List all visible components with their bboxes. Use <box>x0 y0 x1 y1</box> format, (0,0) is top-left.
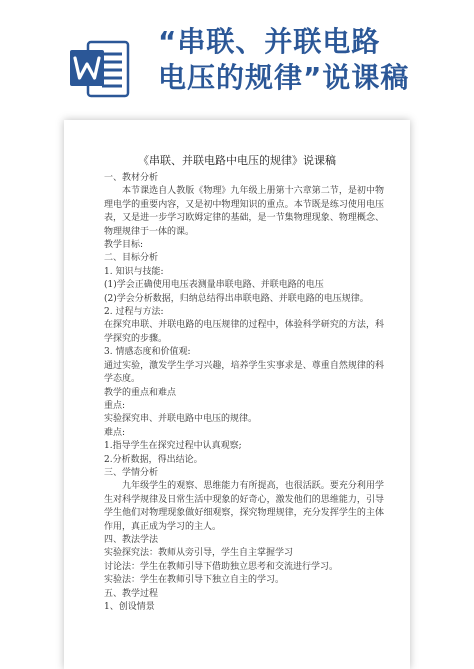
text-line: 难点: <box>104 427 126 438</box>
section-heading: 四、教法学法 <box>104 534 159 545</box>
paragraph: 通过实验，激发学生学习兴趣，培养学生实事求是、尊重自然规律的科学态度。 <box>104 360 384 385</box>
text-line: 实验探究法：教师从旁引导，学生自主掌握学习 <box>104 548 294 559</box>
text-line: 讨论法：学生在教师引导下借助独立思考和交流进行学习。 <box>104 561 339 572</box>
text-line: 实验探究串、并联电路中电压的规律。 <box>104 414 258 425</box>
text-line: 3. 情感态度和价值观: <box>104 347 191 358</box>
header-title-line-1: “串联、并联电路 <box>158 25 381 58</box>
text-line: 实验法：学生在教师引导下独立自主的学习。 <box>104 575 285 586</box>
section-heading: 二、目标分析 <box>104 253 159 264</box>
header-banner <box>0 0 474 118</box>
text-line: 1.指导学生在探究过程中认真观察; <box>104 441 242 452</box>
section-heading: 一、教材分析 <box>104 173 159 183</box>
document-title: 《串联、并联电路中电压的规律》说课稿 <box>138 154 336 167</box>
word-document-icon <box>70 38 130 100</box>
text-line: 重点: <box>104 400 126 411</box>
header-title-line-2: 电压的规律”说课稿 <box>158 61 410 94</box>
text-line: (1)学会正确使用电压表测量串联电路、并联电路的电压 <box>104 280 324 291</box>
text-line: 1、创设情景 <box>104 602 155 612</box>
section-heading: 五、教学过程 <box>104 588 159 599</box>
section-heading: 三、学情分析 <box>104 467 159 478</box>
document-body <box>104 172 384 614</box>
text-line: 2. 过程与方法: <box>104 307 164 318</box>
header-title <box>158 24 458 96</box>
text-line: (2)学会分析数据，归纳总结得出串联电路、并联电路的电压规律。 <box>104 293 369 304</box>
document-page <box>64 120 410 669</box>
paragraph: 本节课选自人教版《物理》九年级上册第十六章第二节，是初中物理电学的重要内容，又是初中物理知识的重点。本节既是练习使用电压表，又是进一步学习欧姆定律的基础，是一节集物理现象、物理概念、物理规律于一体的课。 <box>104 186 384 237</box>
text-line: 1. 知识与技能: <box>104 266 164 277</box>
text-line: 教学目标: <box>104 240 144 251</box>
paragraph: 在探究串联、并联电路的电压规律的过程中，体验科学研究的方法，科学探究的步骤。 <box>104 320 384 344</box>
paragraph: 九年级学生的观察、思维能力有所提高，也很活跃。要充分利用学生对科学规律及日常生活中现象的好奇心，激发他们的思维能力，引导学生他们对物理现象做好细观察，探究物理规律，充分发挥学生的主体作用，真正成为学习的主人。 <box>104 481 384 532</box>
text-line: 2.分析数据，得出结论。 <box>104 454 203 465</box>
text-line: 教学的重点和难点 <box>104 387 177 398</box>
